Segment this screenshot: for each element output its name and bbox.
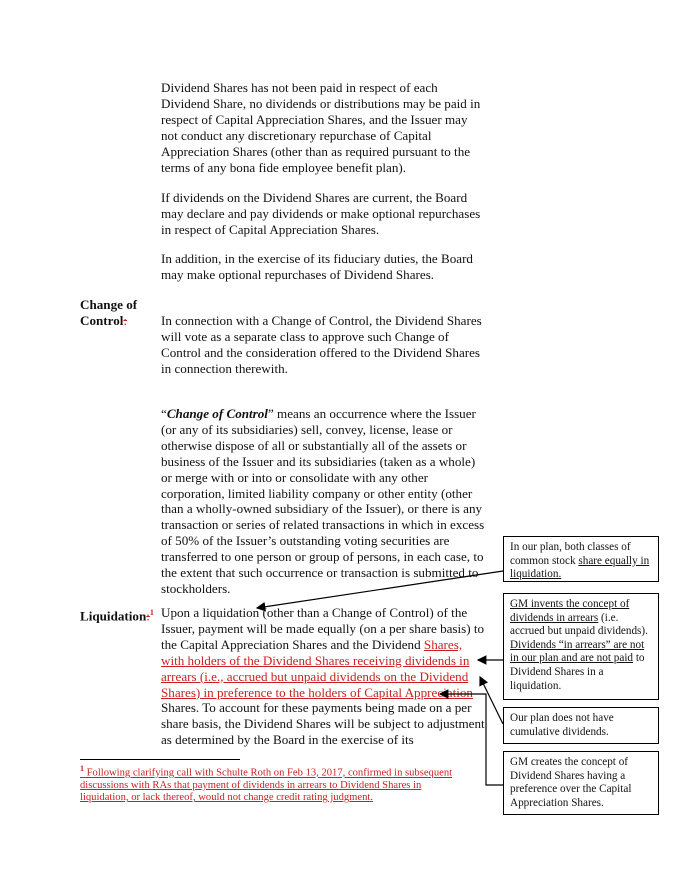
footnote-text: Following clarifying call with Schulte Roth on Feb 13, 2017, confirmed in subsequent discussions with RAs that payment of dividends in arrears to Dividend Shares in liquidation, or lack thereof, would not change credit rating judgment. bbox=[80, 767, 453, 804]
liquidation-text-a: Upon a liquidation (other than a Change of Control) of the Issuer, payment will be made equally (on a per share basis) to the Capital Appreciation Shares and the Dividend bbox=[161, 605, 485, 652]
paragraph-fiduciary-repurchase: In addition, in the exercise of its fiduciary duties, the Board may make optional repurchases of Dividend Shares. bbox=[161, 251, 473, 282]
defined-term: Change of Control bbox=[166, 406, 268, 421]
footnote-reference[interactable]: 1 bbox=[149, 608, 154, 617]
label-text: Liquidation bbox=[80, 608, 147, 624]
comment-text-2: to Dividend Shares in a liquidation. bbox=[510, 652, 645, 692]
paragraph-dividend-restriction: Dividend Shares has not been paid in respect of each Dividend Share, no dividends or distributions may be paid in respect of Capital Appreciation Shares, and the Issuer may not conduct any discretionary repurchase of Capital Appreciation Shares (other than as required pursuant to the terms of any bona fide employee benefit plan). bbox=[161, 80, 481, 175]
quote-open: “ bbox=[161, 406, 167, 421]
paragraph-dividends-current: If dividends on the Dividend Shares are current, the Board may declare and pay dividends or make optional repurchases in respect of Capital Appreciation Shares. bbox=[161, 190, 481, 237]
footnote-number: 1 bbox=[80, 764, 84, 773]
connector-cumulative-dividends bbox=[480, 677, 503, 724]
comment-text: In our plan, both classes of common stock bbox=[510, 541, 631, 567]
comment-underlined: share equally in liquidation. bbox=[510, 554, 650, 581]
paragraph-change-of-control-vote: In connection with a Change of Control, the Dividend Shares will vote as a separate class to approve such Change of Control and the consideration offered to the Dividend Shares in connection therewith. bbox=[161, 313, 482, 376]
comment-text: Our plan does not have cumulative dividends. bbox=[510, 712, 614, 738]
connector-equal-sharing bbox=[257, 571, 503, 608]
label-line-1: Change of bbox=[80, 297, 138, 312]
comment-text-1: (i.e. accrued but unpaid dividends). bbox=[510, 611, 648, 638]
definition-text: ” means an occurrence where the Issuer (or any of its subsidiaries) sell, convey, license, lease or otherwise dispose of all or substantially all of the assets or business of the Issuer and its subsidiaries (taken as a whole) or merge with or into or consolidate with any other corporation, limited liability company or other entity (other than a wholly-owned subsidiary of the Issuer), or there is any transaction or series of related transactions in which in excess of 50% of the Issuer’s outstanding voting securities are transferred to one person or group of persons, in each case, to the extent that such occurrence or transaction is submitted to stockholders. bbox=[161, 406, 485, 596]
inserted-redline-text: Shares, with holders of the Dividend Shares receiving dividends in arrears (i.e., accrued but unpaid dividends on the Dividend Shares) in preference to the holders of Capital Appreciation bbox=[161, 636, 473, 700]
label-line-2: Control bbox=[80, 312, 124, 328]
comment-underlined-1: GM invents the concept of dividends in arrears bbox=[510, 598, 630, 624]
comment-underlined-2: Dividends “in arrears” are not in our plan and are not paid bbox=[510, 638, 645, 665]
deleted-colon: : bbox=[123, 312, 128, 328]
comment-text: GM creates the concept of Dividend Shares having a preference over the Capital Appreciation Shares. bbox=[510, 756, 632, 809]
liquidation-text-b: Shares. To account for these payments being made on a per share basis, the Dividend Shares will be subject to adjustment as determined by the Board in the exercise of its bbox=[161, 700, 485, 748]
deleted-colon: : bbox=[146, 608, 150, 624]
connector-preference bbox=[440, 694, 503, 785]
